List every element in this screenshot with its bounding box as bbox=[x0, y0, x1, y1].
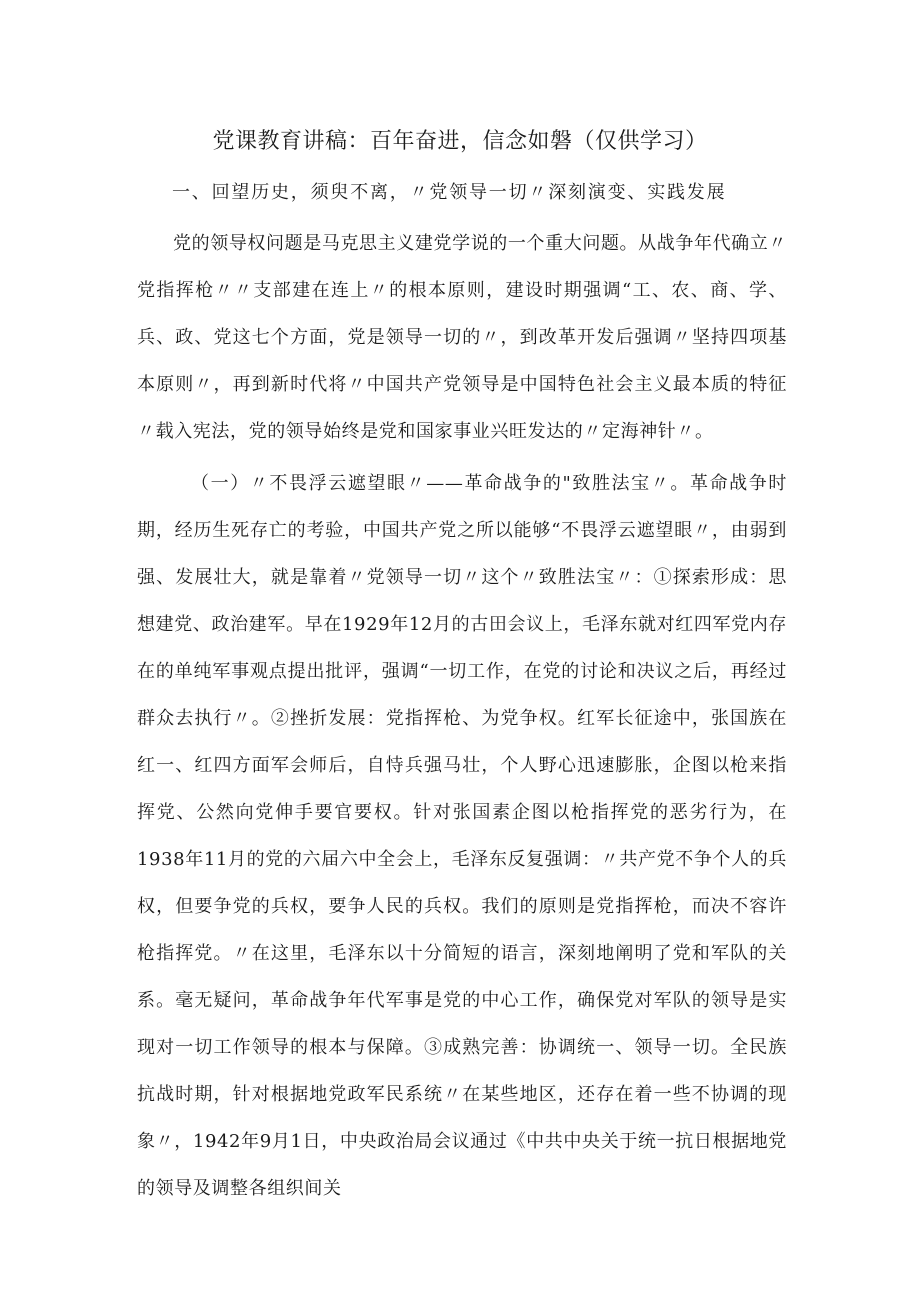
paragraph: 党的领导权问题是马克思主义建党学说的一个重大问题。从战争年代确立〃党指挥枪〃〃支部建在连上〃的根本原则，建设时期强调“工、农、商、学、兵、政、党这七个方面，党是领导一切的〃，到改革开发后强调〃坚持四项基本原则〃，再到新时代将〃中国共产党领导是中国特色社会主义最本质的特征〃载入宪法，党的领导始终是党和国家事业兴旺发达的〃定海神针〃。 bbox=[137, 233, 787, 442]
section-heading: 一、回望历史，须臾不离，〃党领导一切〃深刻演变、实践发展 bbox=[172, 182, 727, 203]
paragraph: （一）〃不畏浮云遮望眼〃——革命战争的"致胜法宝〃。革命战争时期，经历生死存亡的考验，中国共产党之所以能够“不畏浮云遮望眼〃，由弱到强、发展壮大，就是靠着〃党领导一切〃这个〃致胜法宝〃：①探索形成：思想建党、政治建军。早在1929年12月的古田会议上，毛泽东就对红四军党内存在的单纯军事观点提出批评，强调“一切工作，在党的讨论和决议之后，再经过群众去执行〃。②挫折发展：党指挥枪、为党争权。红军长征途中，张国族在红一、红四方面军会师后，自恃兵强马壮，个人野心迅速膨胀，企图以枪来指挥党、公然向党伸手要官要权。针对张国素企图以枪指挥党的恶劣行为，在1938年11月的党的六届六中全会上，毛泽东反复强调：〃共产党不争个人的兵权，但要争党的兵权，要争人民的兵权。我们的原则是党指挥枪，而决不容许枪指挥党。〃在这里，毛泽东以十分简短的语言，深刻地阐明了党和军队的关系。毫无疑问，革命战争年代军事是党的中心工作，确保党对军队的领导是实现对一切工作领导的根本与保障。③成熟完善：协调统一、领导一切。全民族抗战时期，针对根据地党政军民系统〃在某些地区，还存在着一些不协调的现象〃，1942年9月1日，中央政治局会议通过《中共中央关于统一抗日根据地党的领导及调整各组织间关 bbox=[137, 473, 787, 1199]
document-title: 党课教育讲稿：百年奋进，信念如磐（仅供学习） bbox=[212, 129, 708, 154]
